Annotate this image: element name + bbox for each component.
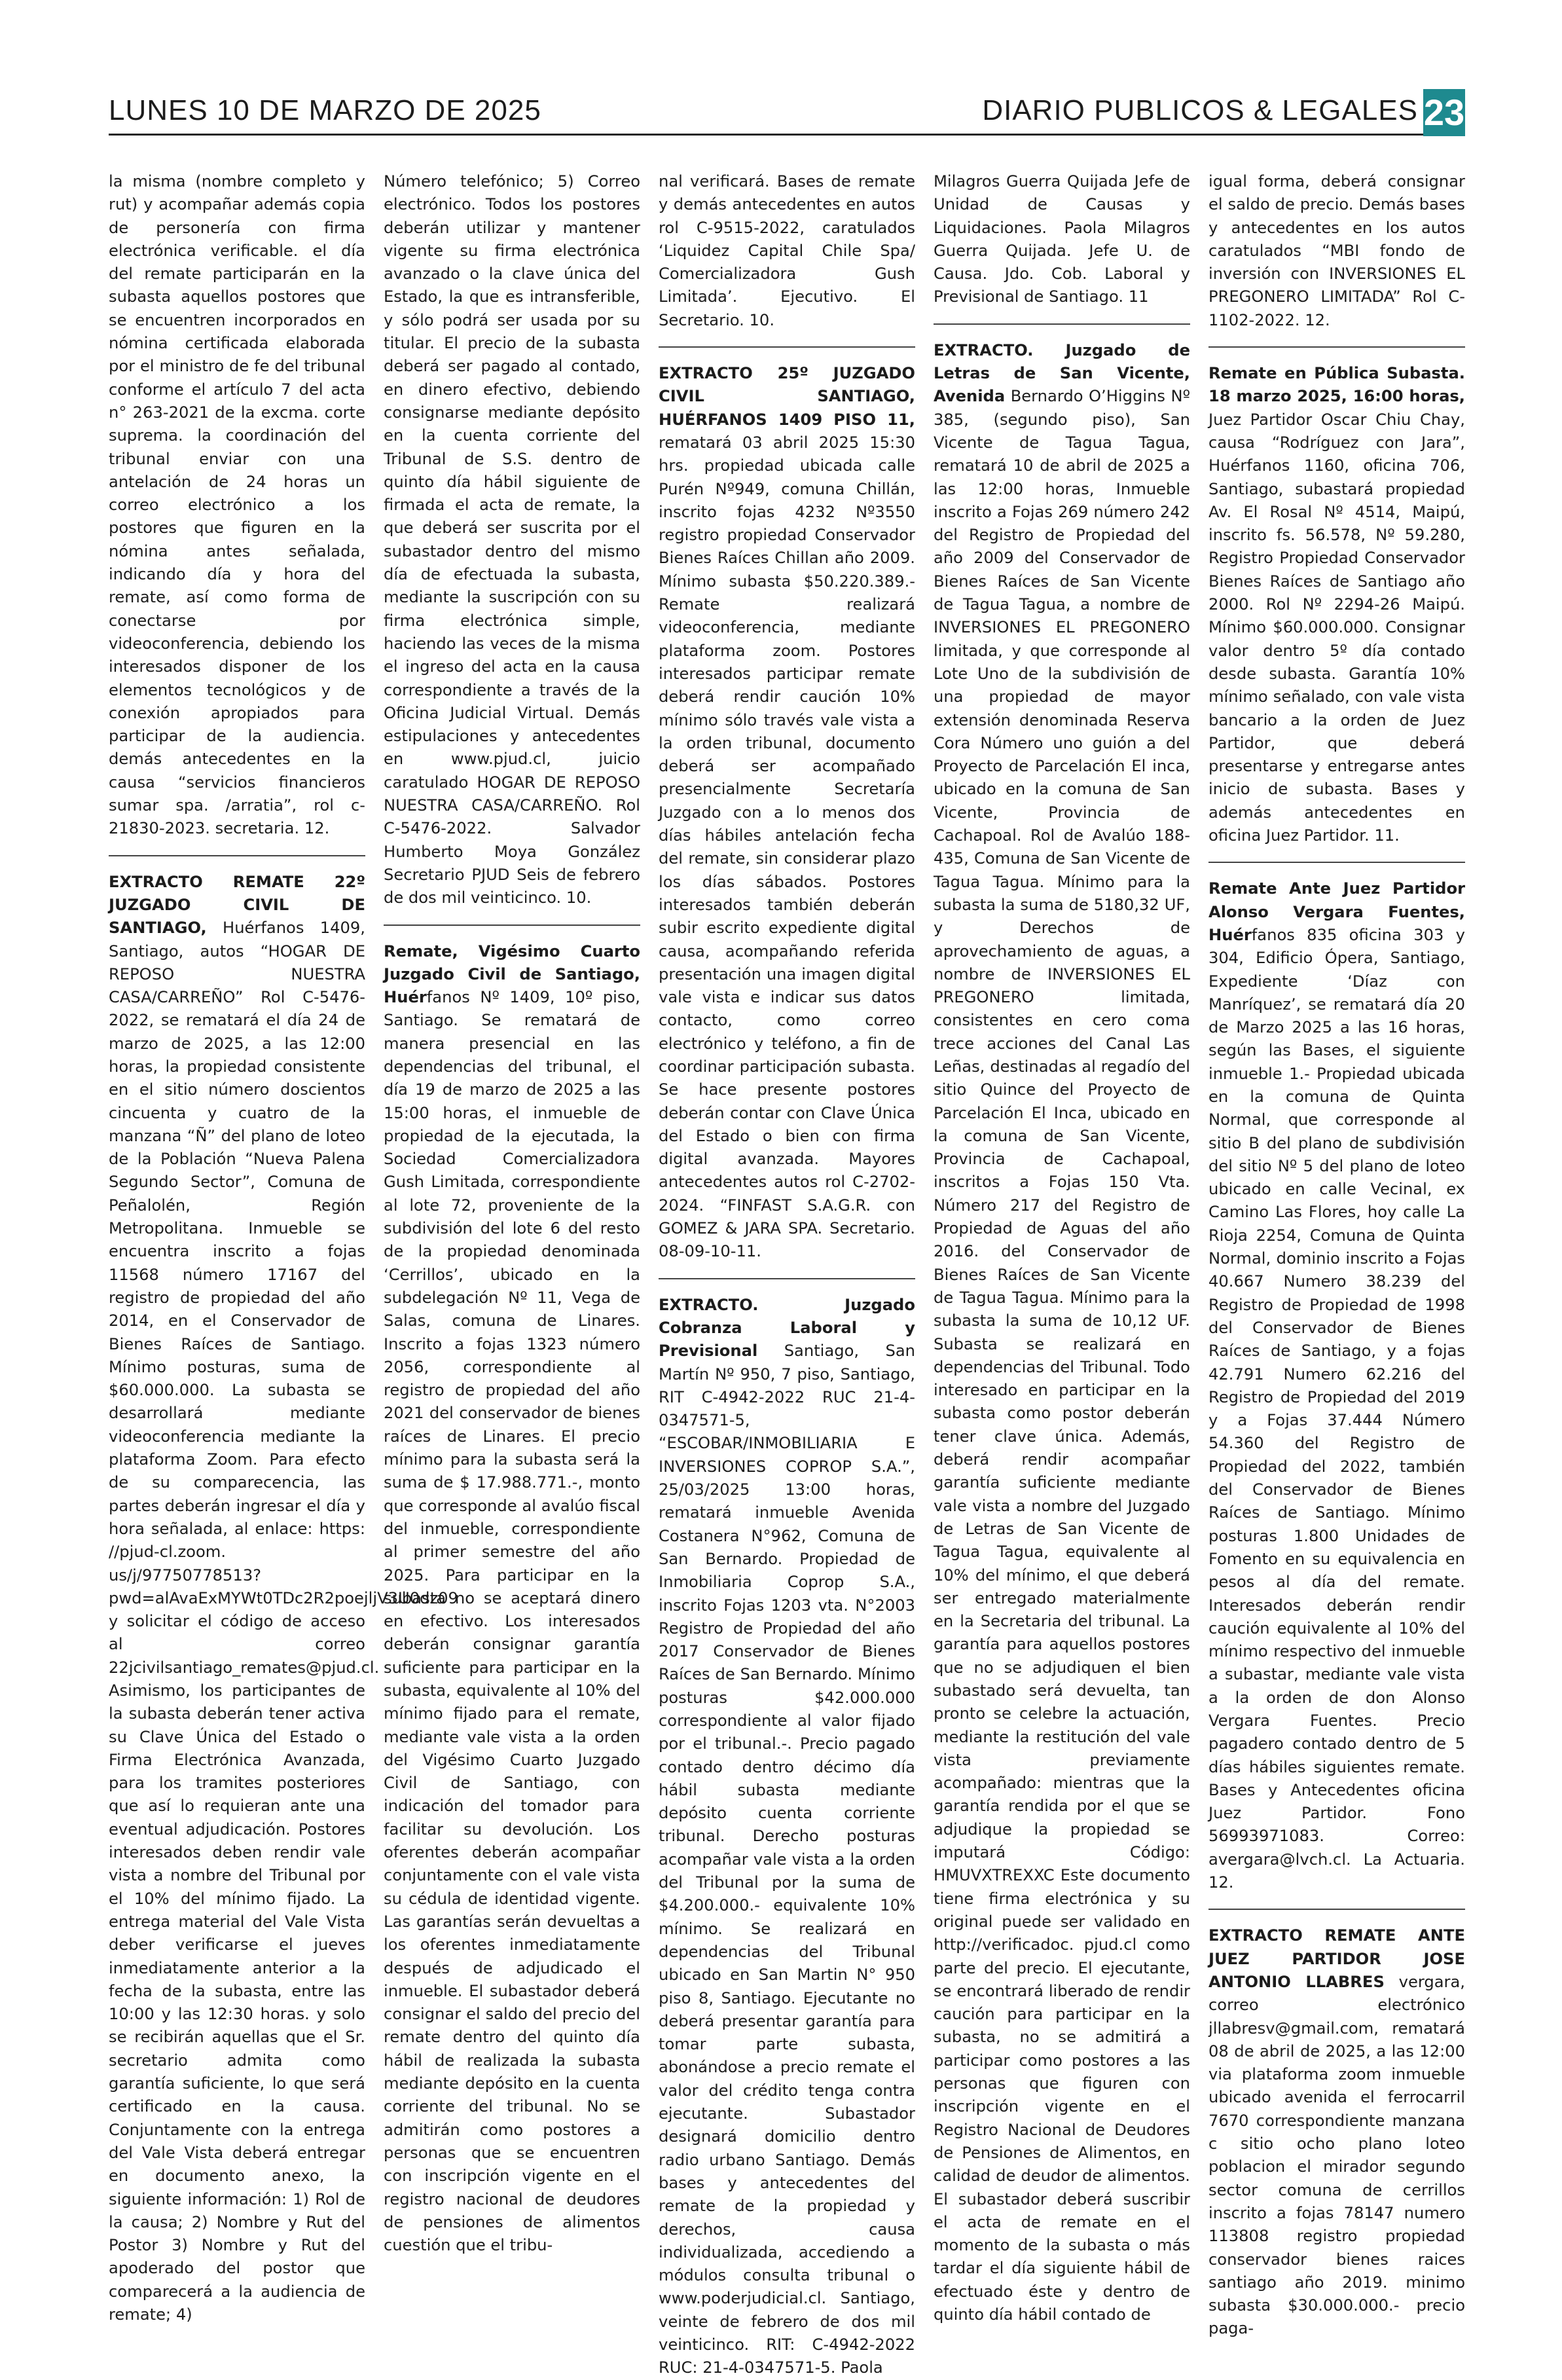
column-1 [109, 170, 458, 2324]
notice-continuation [1208, 170, 1465, 332]
notice-text: la misma (nombre completo y rut) y acompañar además copia de personería con firma electrónica verificable. el día del remate participarán en la subasta aquellos postores que se encuentren incorporados en nómina certificada elaborada por el ministro de fe del tribunal conforme el artículo 7 del acta n° 263-2021 de la excma. corte suprema. la coordinación del tribunal enviar con una antelación de 24 horas un correo electrónico a los postores que figuren en la nómina antes señalada, indicando día y hora del remate, así como forma de conectarse por videoconferencia, debiendo los interesados disponer de los elementos tecnológicos y de conexión apropiados para participar de la audiencia. demás antecedentes en la causa “servicios financieros sumar spa. /arratia”, rol c-21830-2023. secretaria. 12. [109, 172, 365, 838]
notice [109, 855, 458, 2327]
notice-text: Huérfanos 1409, Santiago, autos “HOGAR DE REPOSO NUESTRA CASA/CARREÑO” Rol C-5476-2022, se rematará el día 24 de marzo de 2025, a las 12:00 horas, la propiedad consistente en el sitio número doscientos cincuenta y cuatro de la manzana “Ñ” del plano de loteo de la Población “Nueva Palena Segundo Sector”, Comuna de Peñalolén, Región Metropolitana. Inmueble se encuentra inscrito a fojas 11568 número 17167 del registro de propiedad del año 2014, en el Conservador de Bienes Raíces de Santiago. Mínimo posturas, suma de $60.000.000. La subasta se desarrollará mediante videoconferencia mediante la plataforma Zoom. Para efecto de su comparecencia, las partes deberán ingresar el día y hora señalada, al enlace: https: //pjud-cl.zoom. us/j/97750778513?pwd=alAvaExMYWt0TDc2R2poejljV3U0dz09 y solicitar el código de acceso al correo 22jcivilsantiago_remates@pjud.cl. Asimismo, los participantes de la subasta deberán tener activa su Clave Única del Estado o Firma Electrónica Avanzada, para los tramites posteriores que así lo requieran ante una eventual adjudicación. Postores interesados deben rendir vale vista a nombre del Tribunal por el 10% del mínimo fijado. La entrega material del Vale Vista deber verificarse el jueves inmediatamente anterior a la fecha de la subasta, entre las 10:00 y las 12:30 horas. y solo se recibirán aquellas que el Sr. secretario admita como garantía suficiente, lo que será certificado en la causa. Conjuntamente con la entrega del Vale Vista deberá entregar en documento anexo, la siguiente información: 1) Rol de la causa; 2) Nombre y Rut del Postor 3) Nombre y Rut del apoderado del postor que comparecerá a la audiencia de remate; 4) [109, 919, 458, 2324]
page-number: 23 [1423, 89, 1465, 136]
section-title: DIARIO PUBLICOS & LEGALES [982, 94, 1418, 126]
notice-heading: EXTRACTO. Juzgado Cobranza Laboral y Previsional [659, 1295, 915, 1361]
notice [934, 323, 1190, 2327]
notice-text: Milagros Guerra Quijada Jefe de Unidad de Causas y Liquidaciones. Paola Milagros Guerra Quijada. Jefe U. de Causa. Jdo. Cob. Laboral y Previsional de Santiago. 11 [934, 172, 1190, 306]
column-2 [384, 170, 640, 2259]
notice-text: rematará 03 abril 2025 15:30 hrs. propiedad ubicada calle Purén Nº949, comuna Chillán, inscrito fojas 4232 Nº3550 registro propiedad Conservador Bienes Raíces Chillan año 2009. Mínimo subasta $50.220.389.- Remate realizará videoconferencia, mediante plataforma zoom. Postores interesados participar remate deberá rendir caución 10% mínimo sólo través vale vista a la orden tribunal, documento deberá ser acompañado presencialmente Secretaría Juzgado con a lo menos dos días hábiles antelación fecha del remate, sin considerar plazo los días sábados. Postores interesados también deberán subir escrito expediente digital causa, acompañando referida presentación una imagen digital vale vista e indicar sus datos contacto, como correo electrónico y teléfono, a fin de coordinar participación subasta. Se hace presente postores deberán contar con Clave Única del Estado o bien con firma digital avanzada. Mayores antecedentes autos rol C-2702-2024. “FINFAST S.A.G.R. con GOMEZ & JARA SPA. Secretario. 08-09-10-11. [659, 433, 915, 1261]
notice-text: igual forma, deberá consignar el saldo de precio. Demás bases y antecedentes en los autos caratulados “MBI fondo de inversión con INVERSIONES EL PREGONERO LIMITADA” Rol C-1102-2022. 12. [1208, 172, 1465, 329]
notice [1208, 1909, 1465, 2340]
notice-text: Bernardo O’Higgins Nº 385, (segundo piso), San Vicente de Tagua Tagua, rematará 10 de abril de 2025 a las 12:00 horas, Inmueble inscrito a Fojas 269 número 242 del Registro de Propiedad del año 2009 del Conservador de Bienes Raíces de San Vicente de Tagua Tagua, a nombre de INVERSIONES EL PREGONERO limitada, y que corresponde al Lote Uno de la subdivisión de una propiedad de mayor extensión denominada Reserva Cora Número uno guión a del Proyecto de Parcelación El inca, ubicado en la comuna de San Vicente, Provincia de Cachapoal. Rol de Avalúo 188-435, Comuna de San Vicente de Tagua Tagua. Mínimo para la subasta la suma de 5180,32 UF, y Derechos de aprovechamiento de aguas, a nombre de INVERSIONES EL PREGONERO limitada, consistentes en cero coma trece acciones del Canal Las Leñas, destinadas al regadío del sitio Quince del Proyecto de Parcelación El Inca, ubicado en la comuna de San Vicente, Provincia de Cachapoal, inscritos a Fojas 150 Vta. Número 217 del Registro de Propiedad de Aguas del año 2016. del Conservador de Bienes Raíces de San Vicente de Tagua Tagua. Mínimo para la subasta la suma de 10,12 UF. Subasta se realizará en dependencias del Tribunal. Todo interesado en participar en la subasta como postor deberán tener clave única. Además, deberá rendir acompañar garantía suficiente mediante vale vista a nombre del Juzgado de Letras de San Vicente de Tagua Tagua, equivalente al 10% del mínimo, el que deberá ser entregado materialmente en la Secretaria del tribunal. La garantía para aquellos postores que no se adjudiquen el bien subastado será devuelta, tan pronto se celebre la actuación, mediante la restitución del vale vista previamente acompañado: mientras que la garantía rendida por el que se adjudique la propiedad se imputará Código: HMUVXTREXXC Este documento tiene firma electrónica y su original puede ser validado en http://verificadoc. pjud.cl como parte del precio. El ejecutante, se encontrará liberado de rendir caución para participar en la subasta, no se admitirá a participar como postores a las personas que figuren con inscripción vigente en el Registro Nacional de Deudores de Pensiones de Alimentos, en calidad de deudor de alimentos. El subastador deberá suscribir el acta de remate en el momento de la subasta o más tardar el día siguiente hábil de efectuado éste y dentro de quinto día hábil contado de [934, 387, 1190, 2324]
notice-continuation [109, 170, 365, 841]
column-5 [1208, 170, 1465, 2338]
notice-heading: EXTRACTO REMATE 22º JUZGADO CIVIL DE SANTIAGO, [109, 872, 365, 938]
notice-heading: Remate en Pública Subasta. 18 marzo 2025, 16:00 horas, [1208, 364, 1465, 406]
notice [1208, 862, 1465, 1894]
notice-text: fanos 835 oficina 303 y 304, Edificio Ópera, Santiago, Expediente ‘Díaz con Manríquez’, se rematará día 20 de Marzo 2025 a las 16 horas, según las Bases, el siguiente inmueble 1.- Propiedad ubicada en la comuna de Quinta Normal, que corresponde al sitio B del plano de subdivisión del sitio Nº 5 del plano de loteo ubicado en calle Vecinal, ex Camino Las Flores, hoy calle La Rioja 2254, Comuna de Quinta Normal, dominio inscrito a Fojas 40.667 Numero 38.239 del Registro de Propiedad de 1998 del Conservador de Bienes Raíces de Santiago, y a fojas 42.791 Numero 62.216 del Registro de Propiedad del 2019 y a Fojas 37.444 Número 54.360 del Registro de Propiedad del 2022, también del Conservador de Bienes Raíces de Santiago. Mínimo posturas 1.800 Unidades de Fomento en su equivalencia en pesos al día del remate. Interesados deberán rendir caución equivalente al 10% del mínimo respectivo del inmueble a subastar, mediante vale vista a la orden de don Alonso Vergara Fuentes. Precio pagadero contado dentro de 5 días hábiles siguientes remate. Bases y Antecedentes oficina Juez Partidor. Fono 56993971083. Correo: avergara@lvch.cl. La Actuaria. 12. [1208, 925, 1465, 1892]
notice-continuation [659, 170, 915, 332]
notice-text: Número telefónico; 5) Correo electrónico. Todos los postores deberán utilizar y mantener vigente su firma electrónica avanzado o la clave única del Estado, la que es intransferible, y sólo podrá ser usada por su titular. El precio de la subasta deberá ser pagado al contado, en dinero efectivo, debiendo consignarse mediante depósito en la cuenta corriente del Tribunal de S.S. dentro de quinto día hábil siguiente de firmada el acta de remate, la que deberá ser suscrita por el subastador dentro del mismo día de efectuada la subasta, mediante la suscripción con su firma electrónica simple, haciendo las veces de la misma el ingreso del acta en la causa correspondiente a través de la Oficina Judicial Virtual. Demás estipulaciones y antecedentes en www.pjud.cl, juicio caratulado HOGAR DE REPOSO NUESTRA CASA/CARREÑO. Rol C-5476-2022. Salvador Humberto Moya González Secretario PJUD Seis de febrero de dos mil veinticinco. 10. [384, 172, 640, 907]
notice-heading: EXTRACTO. Juzgado de Letras de San Vicente, Avenida [934, 340, 1190, 406]
page-header [109, 79, 1465, 136]
notice [659, 1278, 915, 2380]
column-4 [934, 170, 1190, 2324]
notice [659, 346, 915, 1264]
notice-text: nal verificará. Bases de remate y demás antecedentes en autos rol C-9515-2022, caratulados ‘Liquidez Capital Chile Spa/ Comercializadora Gush Limitada’. Ejecutivo. El Secretario. 10. [659, 172, 915, 329]
notice [384, 925, 640, 2258]
notice-text: Santiago, San Martín Nº 950, 7 piso, Santiago, RIT C-4942-2022 RUC 21-4-0347571-5, “ESCOBAR/INMOBILIARIA E INVERSIONES COPROP S.A.”, 25/03/2025 13:00 horas, rematará inmueble Avenida Costanera N°962, Comuna de San Bernardo. Propiedad de Inmobiliaria Coprop S.A., inscrito Fojas 1203 vta. N°2003 Registro de Propiedad del año 2017 Conservador de Bienes Raíces de San Bernardo. Mínimo posturas $42.000.000 correspondiente al valor fijado por el tribunal.-. Precio pagado contado dentro décimo día hábil subasta mediante depósito cuenta corriente tribunal. Derecho posturas acompañar vale vista a la orden del Tribunal por la suma de $4.200.000.- equivalente 10% mínimo. Se realizará en dependencias del Tribunal ubicado en San Martin N° 950 piso 8, Santiago. Ejecutante no deberá presentar garantía para tomar parte subasta, abonándose a precio remate el valor del crédito tenga contra ejecutante. Subastador designará domicilio dentro radio urbano Santiago. Demás bases y antecedentes del remate de la propiedad y derechos, causa individualizada, accediendo a módulos consulta tribunal o www.poderjudicial.cl. Santiago, veinte de febrero de dos mil veinticinco. RIT: C-4942-2022 RUC: 21-4-0347571-5. Paola [659, 1342, 915, 2377]
notices-columns [109, 170, 1465, 2377]
notice [1208, 346, 1465, 847]
notice-heading: Remate, Vigésimo Cuarto Juzgado Civil de Santiago, Huér [384, 942, 640, 1007]
issue-date: LUNES 10 DE MARZO DE 2025 [109, 94, 541, 126]
notice-text: fanos Nº 1409, 10º piso, Santiago. Se rematará de manera presencial en las dependencias del tribunal, el día 19 de marzo de 2025 a las 15:00 horas, el inmueble de propiedad de la ejecutada, la Sociedad Comercializadora Gush Limitada, correspondiente al lote 72, proveniente de la subdivisión del lote 6 del resto de la propiedad denominada ‘Cerrillos’, ubicado en la subdelegación Nº 11, Vega de Salas, comuna de Linares. Inscrito a fojas 1323 número 2056, correspondiente al registro de propiedad del año 2021 del conservador de bienes raíces de Linares. El precio mínimo para la subasta será la suma de $ 17.988.771.-, monto que corresponde al avalúo fiscal del inmueble, correspondiente al primer semestre del año 2025. Para participar en la subasta no se aceptará dinero en efectivo. Los interesados deberán consignar garantía suficiente para participar en la subasta, equivalente al 10% del mínimo fijado para el remate, mediante vale vista a la orden del Vigésimo Cuarto Juzgado Civil de Santiago, con indicación del tomador para facilitar su devolución. Los oferentes deberán acompañar conjuntamente con el vale vista su cédula de identidad vigente. Las garantías serán devueltas a los oferentes inmediatamente después de adjudicado el inmueble. El subastador deberá consignar el saldo del precio del remate dentro del quinto día hábil de realizada la subasta mediante depósito en la cuenta corriente del tribunal. No se admitirán como postores a personas que se encuentren con inscripción vigente en el registro nacional de deudores de pensiones de alimentos cuestión que el tribu- [384, 988, 640, 2255]
notice-text: Juez Partidor Oscar Chiu Chay, causa “Rodríguez con Jara”, Huérfanos 1160, oficina 706, Santiago, subastará propiedad Av. El Rosal Nº 4514, Maipú, inscrito fs. 56.578, Nº 59.280, Registro Propiedad Conservador Bienes Raíces de Santiago año 2000. Rol Nº 2294-26 Maipú. Mínimo $60.000.000. Consignar valor dentro 5º día contado desde subasta. Garantía 10% mínimo señalado, con vale vista bancario a la orden de Juez Partidor, que deberá presentarse y entregarse antes inicio de subasta. Bases y además antecedentes en oficina Juez Partidor. 11. [1208, 410, 1465, 845]
notice-text: vergara, correo electrónico jllabresv@gmail.com, rematará 08 de abril de 2025, a las 12:00 via plataforma zoom inmueble ubicado avenida el ferrocarril 7670 correspondiente manzana c sitio ocho plano loteo poblacion el mirador segundo sector comuna de cerrillos inscrito a fojas 78147 numero 113808 registro propiedad conservador bienes raices santiago año 2019. minimo subasta $30.000.000.- precio paga- [1208, 1972, 1465, 2338]
notice-continuation [934, 170, 1190, 309]
notice-heading: Remate Ante Juez Partidor Alonso Vergara Fuentes, Huér [1208, 879, 1465, 944]
notice-heading: EXTRACTO REMATE ANTE JUEZ PARTIDOR JOSE ANTONIO LLABRES [1208, 1926, 1465, 1991]
notice-heading: EXTRACTO 25º JUZGADO CIVIL SANTIAGO, HUÉRFANOS 1409 PISO 11, [659, 364, 915, 429]
notice-continuation [384, 170, 640, 910]
column-3 [659, 170, 915, 2377]
